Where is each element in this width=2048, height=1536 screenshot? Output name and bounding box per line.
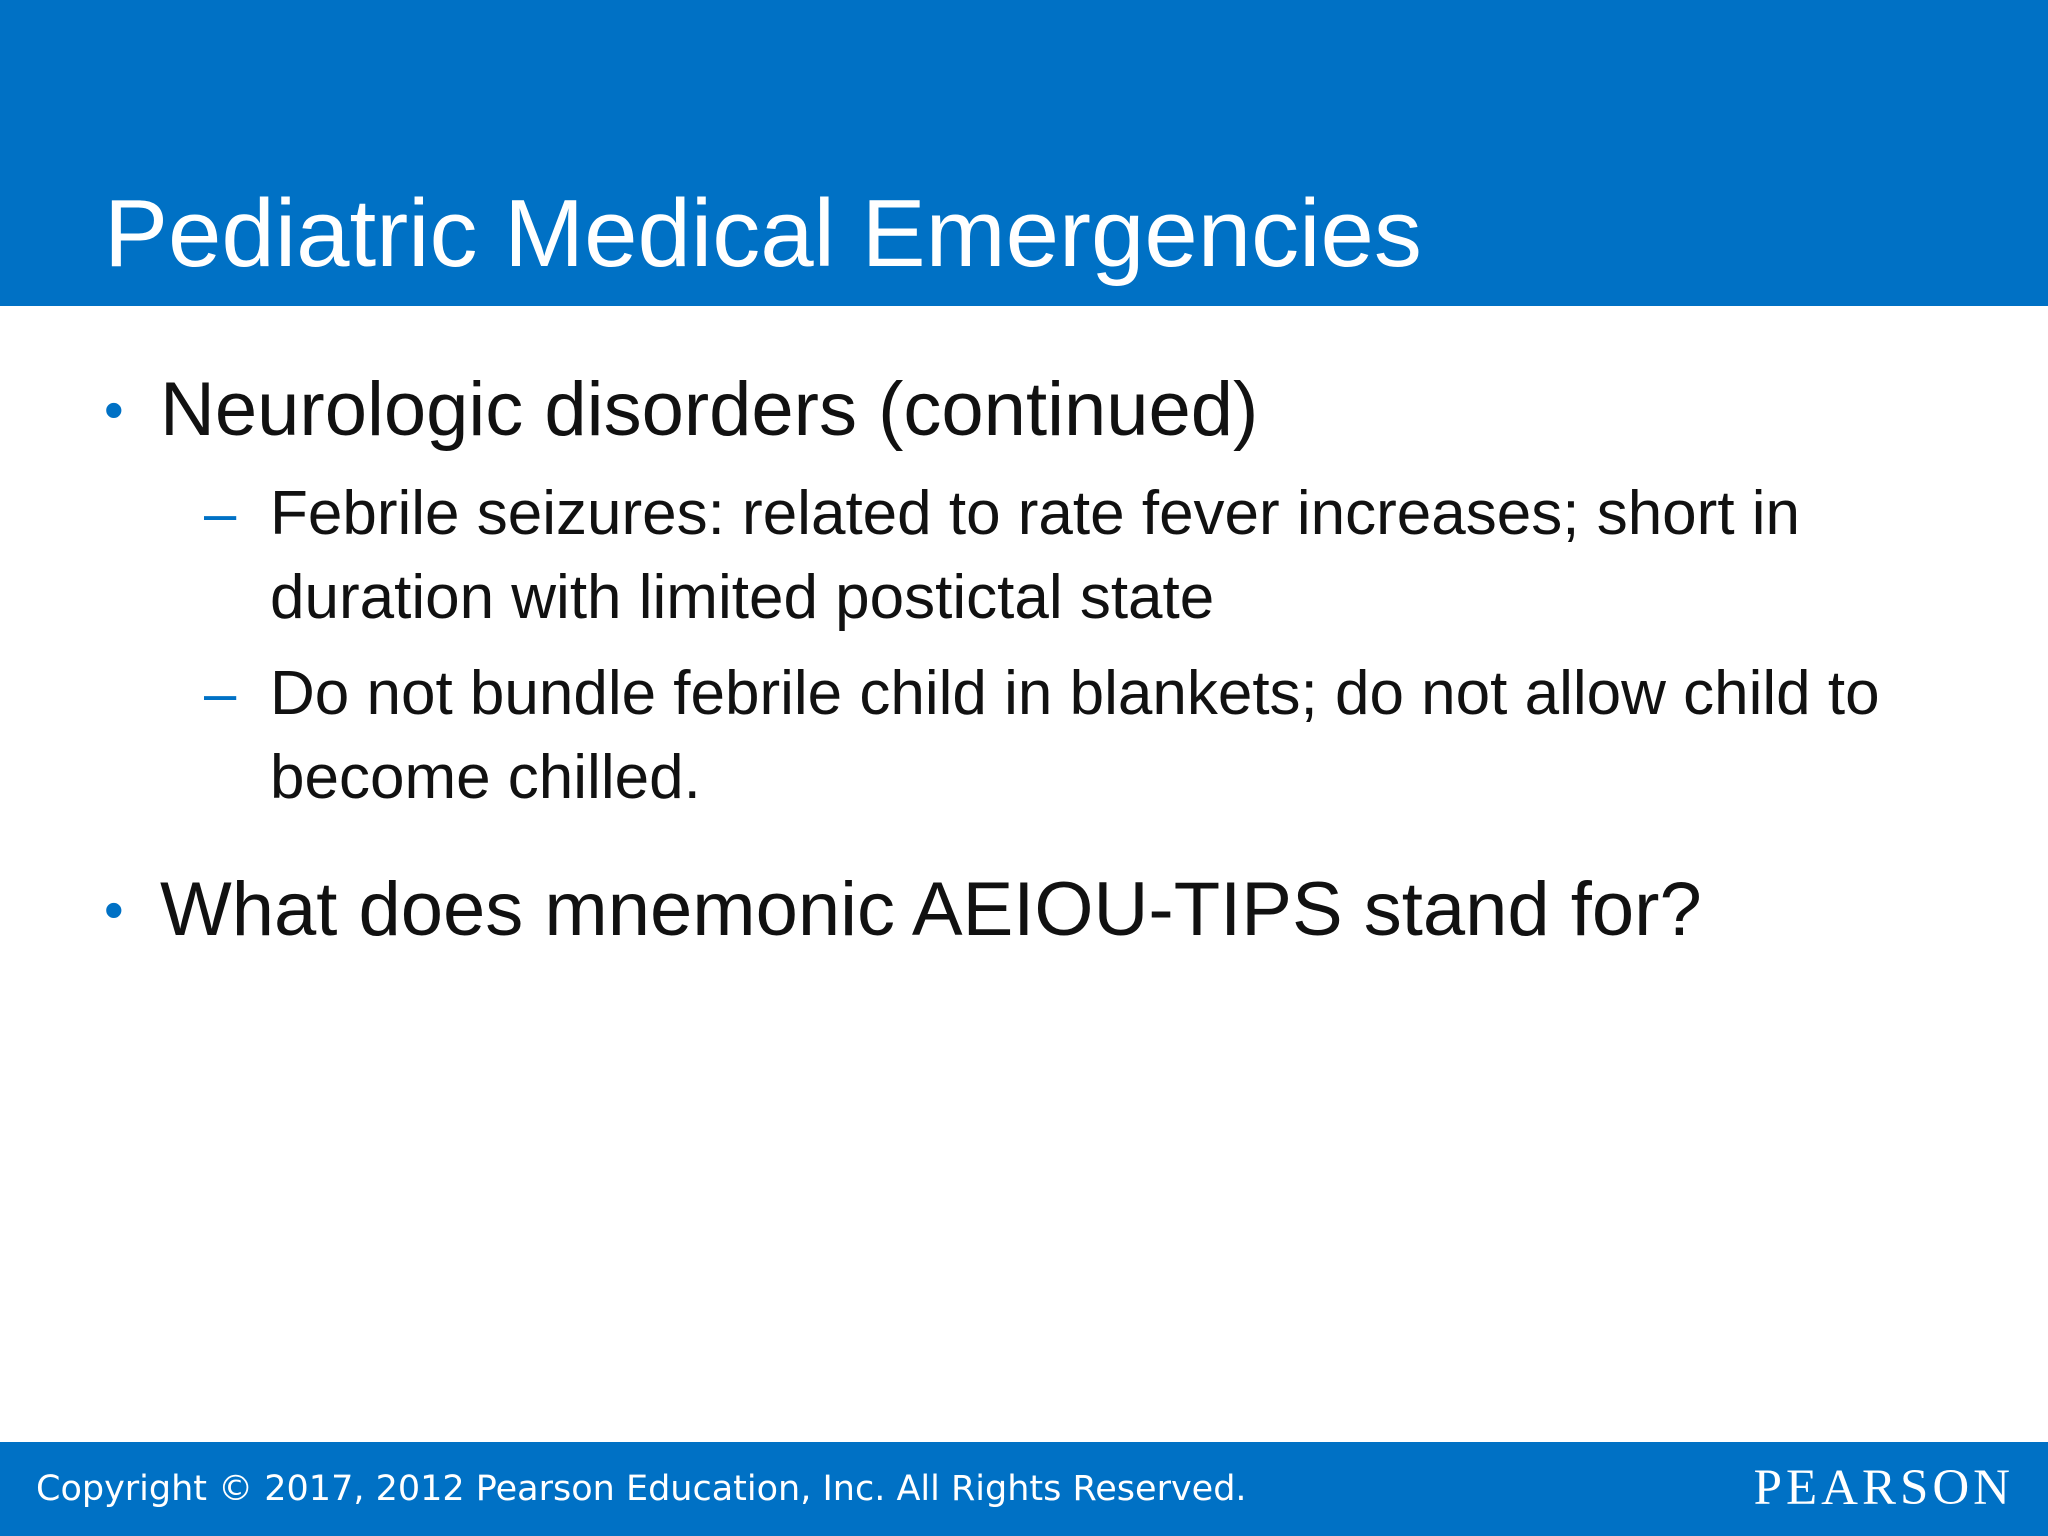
sub-bullet-text: Do not bundle febrile child in blankets; do not allow child to become chilled. bbox=[270, 659, 1880, 812]
sub-bullet-text: Febrile seizures: related to rate fever increases; short in duration with limited postictal state bbox=[270, 479, 1801, 632]
copyright-text: Copyright © 2017, 2012 Pearson Education, Inc. All Rights Reserved. bbox=[36, 1469, 1247, 1509]
bullet-marker: • bbox=[104, 378, 124, 441]
bullet-item bbox=[104, 860, 1702, 960]
sub-bullet-item bbox=[204, 652, 1950, 820]
sub-bullet-marker: – bbox=[204, 661, 237, 726]
sub-bullet-marker: – bbox=[204, 481, 237, 546]
bullet-marker: • bbox=[104, 878, 124, 941]
pearson-logo: PEARSON bbox=[1753, 1460, 2014, 1516]
sub-bullet-item bbox=[204, 472, 1950, 640]
slide-title: Pediatric Medical Emergencies bbox=[104, 180, 1422, 287]
footer-band bbox=[0, 1442, 2048, 1536]
bullet-item bbox=[104, 360, 1258, 460]
bullet-text: What does mnemonic AEIOU-TIPS stand for? bbox=[160, 867, 1702, 952]
bullet-text: Neurologic disorders (continued) bbox=[160, 367, 1259, 452]
